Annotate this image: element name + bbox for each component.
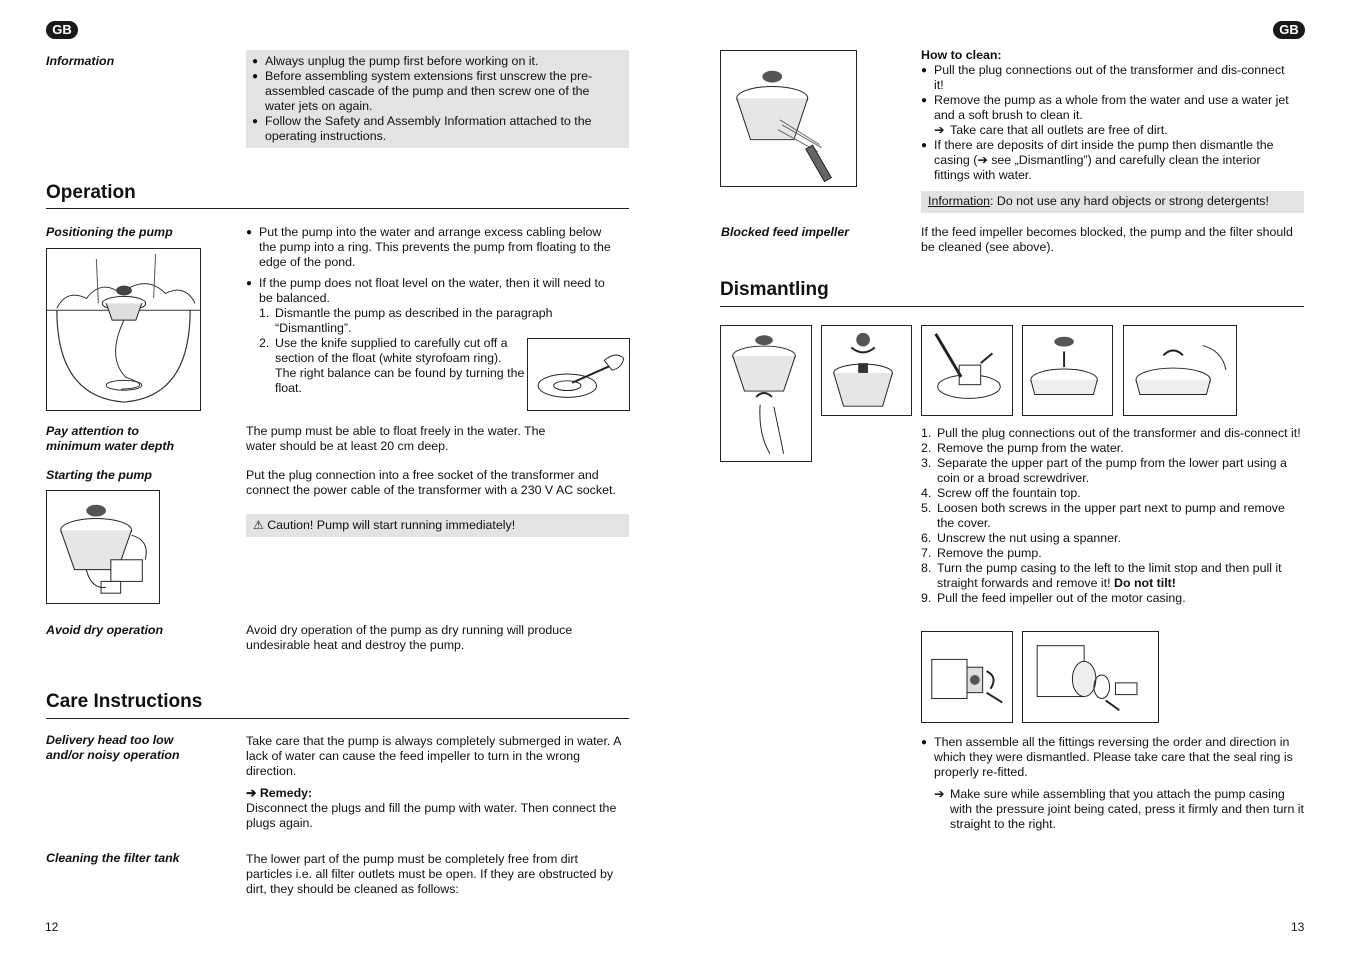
information-box [246,50,629,148]
cleaning-label: Cleaning the filter tank [46,851,180,865]
feed-impeller-illustration [1022,631,1159,723]
caution-text: Caution! Pump will start running immediately! [267,518,516,532]
step-text: Pull the feed impeller out of the motor casing. [937,591,1186,605]
how-title: How to clean: [921,48,1002,62]
dismantle-step-illustration-3 [921,325,1013,416]
dismantle-step-1 [921,426,1301,441]
step-number: 6. [921,531,932,545]
language-badge-left: GB [46,21,78,39]
dismantle-step-5 [921,501,1301,531]
step-text: Use the knife supplied to carefully cut off a section of the float (white styrofoam ring). The right balance can be found by turning the float. [275,336,525,395]
operation-rule [46,208,629,209]
blocked-text: If the feed impeller becomes blocked, the pump and the filter should be cleaned (see above). [921,225,1293,254]
dismantle-step-2 [921,441,1301,456]
care-heading: Care Instructions [46,691,203,712]
knife-float-illustration [527,338,630,411]
dismantle-step-illustration-5 [1123,325,1237,416]
arrow-icon: ➔ [934,787,945,801]
arrow-icon: ➔ [934,123,945,137]
dismantle-step-9 [921,591,1301,606]
how-to-clean [921,48,1296,183]
info-bullet-2: ● Before assembling system extensions first unscrew the pre-assembled cascade of the pump and then screw one of the water jets on again. [252,69,621,114]
step-text: Separate the upper part of the pump from the lower part using a coin or a broad screwdriver. [937,456,1287,485]
page-number-left: 12 [45,920,59,934]
dismantle-step-6 [921,531,1301,546]
starting-label: Starting the pump [46,468,153,482]
step-number: 7. [921,546,932,560]
dismantle-step-7 [921,546,1301,561]
step-text: Loosen both screws in the upper part next to pump and remove the cover. [937,501,1285,530]
how-bullet-3: ● If there are deposits of dirt inside the pump then dismantle the casing (➔ see „Dismantling”) and carefully clean the interior fittings with water. [921,138,1296,183]
dismantling-rule [720,306,1304,307]
info-word: Information [928,194,990,208]
dismantling-steps [921,426,1301,606]
dry-label: Avoid dry operation [46,623,164,637]
step-text: Turn the pump casing to the left to the limit stop and then pull it straight forwards and remove it! [937,561,1282,590]
info-rest: : Do not use any hard objects or strong detergents! [989,194,1269,208]
assemble-bullet: ● Then assemble all the fittings reversing the order and direction in which they were dismantled. Please take care that the seal ring is properly re-fitted. [921,735,1301,780]
positioning-bullet-2: ● If the pump does not float level on the water, then it will need to be balanced. [246,276,618,306]
assembly-notes [921,735,1304,832]
starting-text: Put the plug connection into a free socket of the transformer and connect the power cable of the transformer with a 230 V AC socket. [246,468,616,497]
delivery-text: Take care that the pump is always completely submerged in water. A lack of water can cause the feed impeller to turn in the wrong direction. [246,734,621,778]
info-bullet-1: ● Always unplug the pump first before working on it. [252,54,621,69]
pond-pump-illustration [46,248,201,411]
step-number: 5. [921,501,932,515]
assemble-arrow-note [934,787,1305,832]
operation-heading: Operation [46,182,136,203]
motor-casing-illustration [921,631,1013,723]
remedy-block [246,786,630,831]
caution-box [246,514,629,537]
step-text: Dismantle the pump as described in the paragraph “Dismantling”. [275,306,553,335]
step-number: 2. [259,336,270,350]
depth-label: Pay attention to minimum water depth [46,424,175,453]
do-not-tilt: Do not tilt! [1114,576,1176,590]
step-number: 4. [921,486,932,500]
how-arrow-note [934,123,1296,138]
care-rule [46,718,629,719]
cleaning-text: The lower part of the pump must be completely free from dirt particles i.e. all filter outlets must be open. If they are obstructed by dirt, they should be cleaned as follows: [246,852,614,896]
step-number: 8. [921,561,932,575]
dismantle-step-3 [921,456,1301,486]
remedy-text: Disconnect the plugs and fill the pump with water. Then connect the plugs again. [246,801,617,830]
positioning-step-1 [259,306,605,336]
step-number: 1. [259,306,270,320]
step-number: 3. [921,456,932,470]
step-text: Remove the pump from the water. [937,441,1124,455]
delivery-label: Delivery head too low and/or noisy operation [46,733,180,762]
cleaning-jet-illustration [720,50,857,187]
dismantle-step-8 [921,561,1301,591]
information-label: Information [46,54,115,68]
arrow-icon: ➔ [246,786,257,800]
warning-triangle-icon: ⚠ [253,518,264,532]
dismantle-step-4 [921,486,1301,501]
step-number: 1. [921,426,932,440]
step-text: Pull the plug connections out of the transformer and dis-connect it! [937,426,1301,440]
step-text: Screw off the fountain top. [937,486,1081,500]
depth-text: The pump must be able to float freely in the water. The water should be at least 20 cm deep. [246,424,546,453]
positioning-label: Positioning the pump [46,225,173,239]
info-bullet-3: ● Follow the Safety and Assembly Information attached to the operating instructions. [252,114,621,144]
dismantle-step-illustration-2 [821,325,912,416]
remedy-label: Remedy: [259,786,313,800]
step-text: Unscrew the nut using a spanner. [937,531,1121,545]
how-bullet-2: ● Remove the pump as a whole from the water and use a water jet and a soft brush to clean it. [921,93,1296,123]
pump-transformer-illustration [46,490,160,604]
dismantle-step-illustration-4 [1022,325,1113,416]
page-number-right: 13 [1291,920,1305,934]
positioning-bullet-1: ● Put the pump into the water and arrange excess cabling below the pump into a ring. This prevents the pump from floating to the edge of the pond. [246,225,618,270]
step-number: 9. [921,591,932,605]
information-note [921,191,1304,213]
step-number: 2. [921,441,932,455]
how-bullet-1: ● Pull the plug connections out of the transformer and dis-connect it! [921,63,1296,93]
how-arrow-text: Take care that all outlets are free of dirt. [950,123,1168,137]
positioning-step-2 [259,336,525,396]
dismantle-step-illustration-1 [720,325,812,462]
dry-text: Avoid dry operation of the pump as dry running will produce undesirable heat and destroy the pump. [246,623,573,652]
step-text: Remove the pump. [937,546,1042,560]
assemble-arrow-text: Make sure while assembling that you attach the pump casing with the pressure joint being cated, press it firmly and then turn it straight to the right. [950,787,1304,831]
language-badge-right: GB [1273,21,1305,39]
dismantling-heading: Dismantling [720,279,829,300]
blocked-label: Blocked feed impeller [721,225,850,239]
